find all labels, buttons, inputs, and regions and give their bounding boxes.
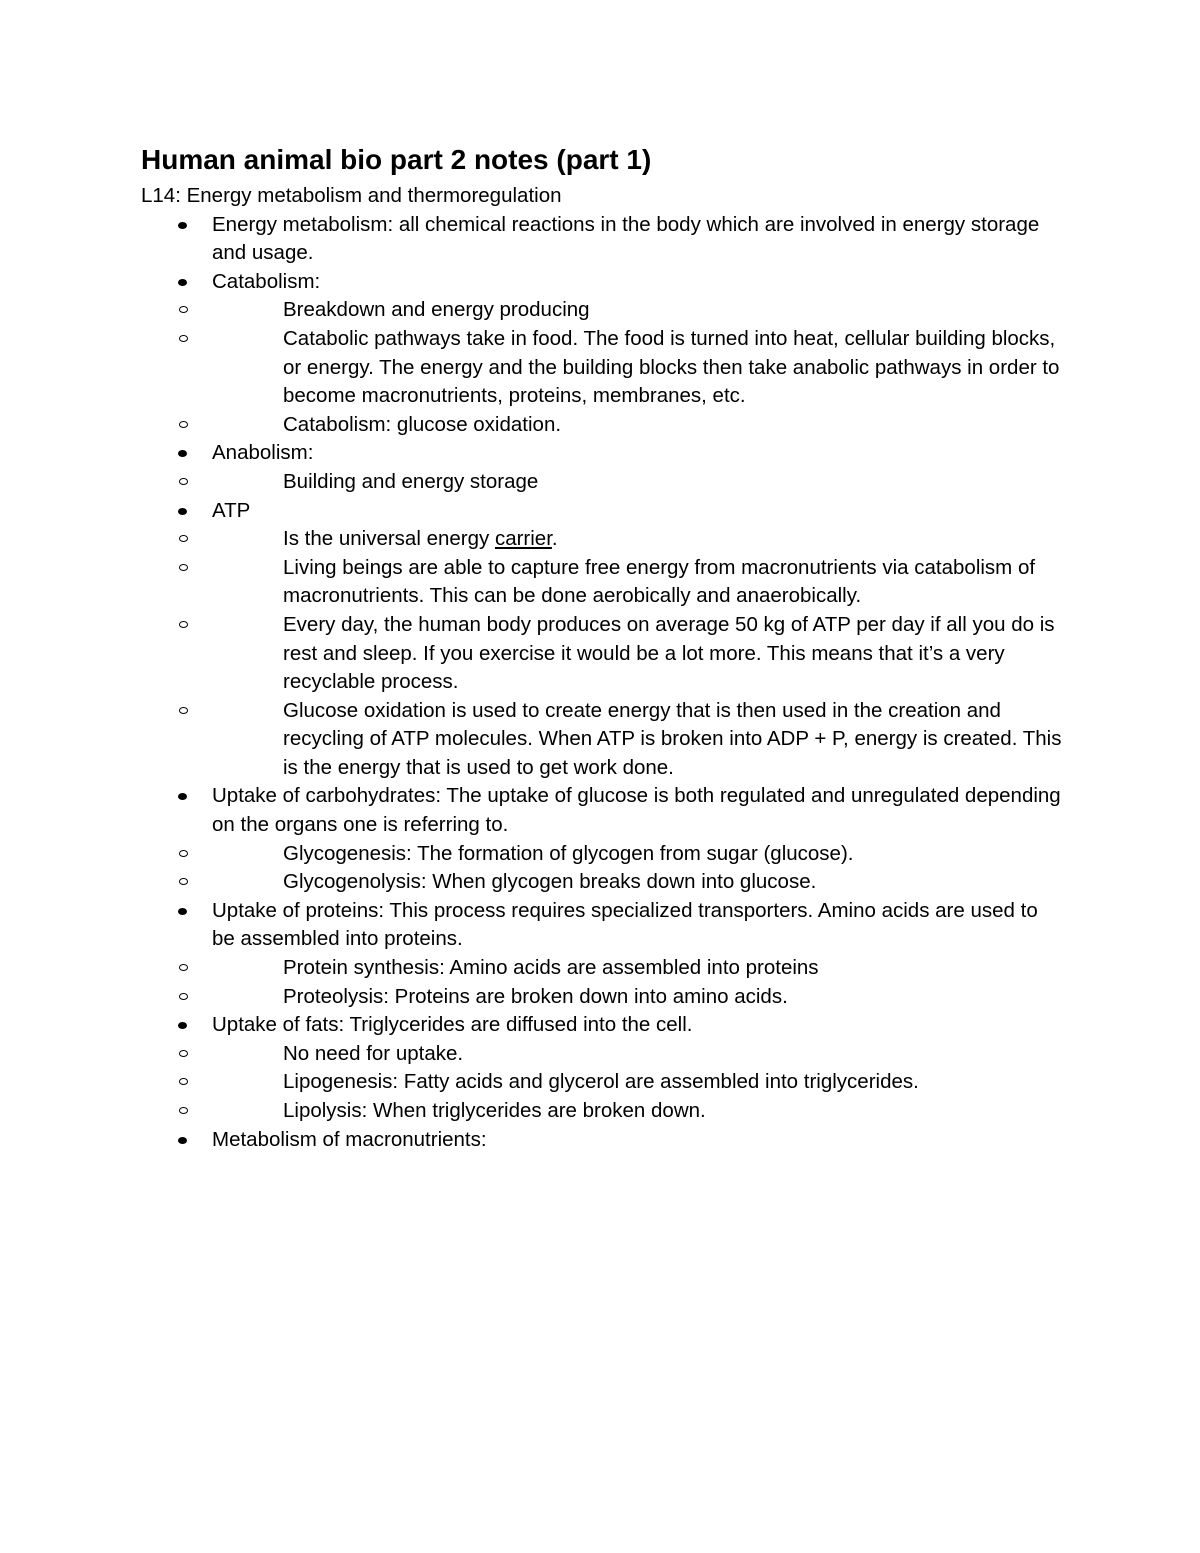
sub-list-item-text: Proteolysis: Proteins are broken down into amino acids.	[283, 984, 788, 1008]
list-item-text: ATP	[212, 498, 251, 522]
sub-list-item-text: Protein synthesis: Amino acids are assembled into proteins	[283, 956, 819, 980]
bullet-disc-icon	[178, 279, 187, 286]
sub-list-item-text: Catabolic pathways take in food. The food is turned into heat, cellular building blocks, or energy. The energy and the building blocks then take anabolic pathways in order to become macronutrients, proteins, membranes, etc.	[283, 326, 1060, 408]
sub-list-item	[212, 1068, 1066, 1097]
sub-list-item-text: Building and energy storage	[283, 469, 539, 493]
lecture-heading: L14: Energy metabolism and thermoregulation	[141, 184, 562, 207]
bullet-circle-icon	[179, 1078, 188, 1085]
sub-list-item-text: Breakdown and energy producing	[283, 298, 590, 322]
underlined-word: carrier	[494, 527, 552, 551]
sub-list-item-text: Glycogenolysis: When glycogen breaks down into glucose.	[283, 870, 817, 894]
bullet-circle-icon	[179, 993, 188, 1000]
bullet-circle-icon	[179, 621, 188, 628]
bullet-disc-icon	[178, 450, 187, 457]
list-item	[141, 439, 1066, 496]
bullet-circle-icon	[179, 335, 188, 342]
list-item	[141, 782, 1066, 896]
bullet-circle-icon	[179, 535, 188, 542]
sub-list-item	[212, 554, 1066, 611]
list-item-text: Anabolism:	[212, 441, 314, 465]
bullet-circle-icon	[179, 421, 188, 428]
sub-list-item-text: Lipogenesis: Fatty acids and glycerol are assembled into triglycerides.	[283, 1070, 919, 1094]
sub-list-item	[212, 325, 1066, 411]
sub-list	[212, 840, 1066, 897]
sub-list-item	[212, 468, 1066, 497]
sub-list-item	[212, 1097, 1066, 1126]
sub-list	[212, 525, 1066, 782]
list-item-text: Catabolism:	[212, 269, 321, 293]
bullet-circle-icon	[179, 1107, 188, 1114]
list-item	[141, 268, 1066, 440]
page-title: Human animal bio part 2 notes (part 1)	[141, 144, 652, 175]
sub-list	[212, 1040, 1066, 1126]
sub-list-item-text: Every day, the human body produces on average 50 kg of ATP per day if all you do is rest and sleep. If you exercise it would be a lot more. This means that it’s a very recyclable process.	[283, 612, 1055, 694]
sub-list-item-text: Glucose oxidation is used to create energy that is then used in the creation and recycling of ATP molecules. When ATP is broken into ADP + P, energy is created. This is the energy that is used to get work done.	[283, 698, 1062, 779]
list-item	[141, 897, 1066, 1011]
bullet-circle-icon	[179, 1050, 188, 1057]
bullet-circle-icon	[179, 707, 188, 714]
sub-list-item	[212, 525, 1066, 554]
bullet-circle-icon	[179, 564, 188, 571]
list-item	[141, 497, 1066, 783]
sub-list-item-text: Is the universal energy	[283, 527, 495, 551]
list-item-text: Uptake of proteins: This process requires specialized transporters. Amino acids are used to be assembled into proteins.	[212, 898, 1038, 951]
bullet-circle-icon	[179, 878, 188, 885]
list-item-text: Energy metabolism: all chemical reactions in the body which are involved in energy storage and usage.	[212, 212, 1040, 265]
sub-list-item-text: Living beings are able to capture free energy from macronutrients via catabolism of macronutrients. This can be done aerobically and anaerobically.	[283, 555, 1036, 608]
sub-list-item	[212, 1040, 1066, 1069]
sub-list-item-text: No need for uptake.	[283, 1041, 464, 1065]
bullet-disc-icon	[178, 508, 187, 515]
sub-list	[212, 296, 1066, 439]
sub-list-item	[212, 411, 1066, 440]
list-item	[141, 211, 1066, 268]
notes-list	[141, 211, 1066, 1155]
sub-list-item	[212, 296, 1066, 325]
document-page	[141, 142, 1066, 1154]
sub-list-item	[212, 611, 1066, 697]
bullet-circle-icon	[179, 964, 188, 971]
list-item-text: Uptake of carbohydrates: The uptake of glucose is both regulated and unregulated depending on the organs one is referring to.	[212, 784, 1061, 837]
sub-list-item	[212, 983, 1066, 1012]
bullet-disc-icon	[178, 1137, 187, 1144]
sub-list-item	[212, 868, 1066, 897]
bullet-disc-icon	[178, 908, 187, 915]
bullet-disc-icon	[178, 222, 187, 229]
list-item	[141, 1126, 1066, 1155]
bullet-disc-icon	[178, 793, 187, 800]
sub-list-item-text: Lipolysis: When triglycerides are broken down.	[283, 1099, 706, 1122]
sub-list-item-text: Glycogenesis: The formation of glycogen from sugar (glucose).	[283, 841, 854, 865]
sub-list	[212, 954, 1066, 1011]
sub-list-item-text: Catabolism: glucose oxidation.	[283, 412, 562, 436]
list-item-text: Metabolism of macronutrients:	[212, 1127, 487, 1151]
list-item	[141, 1011, 1066, 1125]
sub-list-item	[212, 697, 1066, 783]
bullet-circle-icon	[179, 850, 188, 857]
sub-list	[212, 468, 1066, 497]
bullet-disc-icon	[178, 1022, 187, 1029]
bullet-circle-icon	[179, 478, 188, 485]
bullet-circle-icon	[179, 306, 188, 313]
sub-list-item	[212, 954, 1066, 983]
sub-list-item-text: .	[551, 527, 558, 551]
sub-list-item	[212, 840, 1066, 869]
list-item-text: Uptake of fats: Triglycerides are diffused into the cell.	[212, 1013, 693, 1037]
